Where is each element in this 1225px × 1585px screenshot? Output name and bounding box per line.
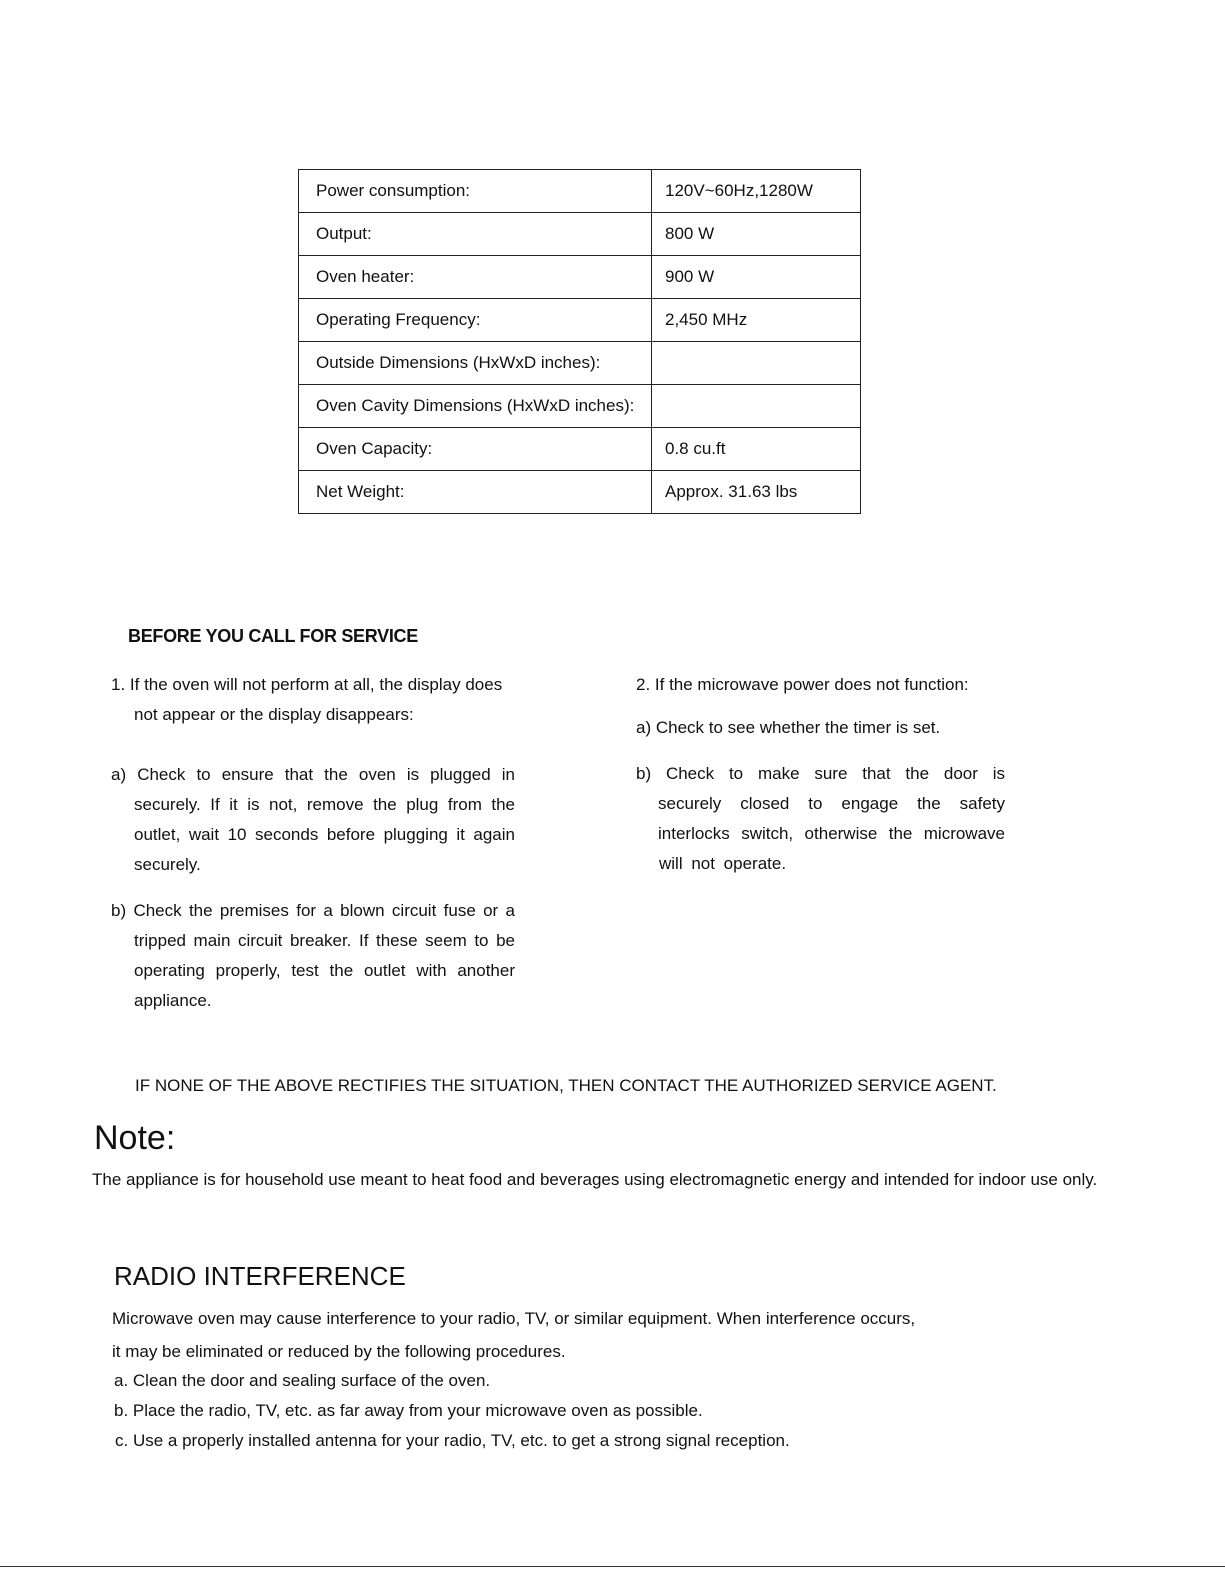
item2-b-line: b) Check to make sure that the door is bbox=[636, 764, 1005, 783]
item1-line1: 1. If the oven will not perform at all, the display does bbox=[111, 675, 503, 694]
spec-value: 800 W bbox=[652, 213, 861, 256]
radio-line: c. Use a properly installed antenna for your radio, TV, etc. to get a strong signal reception. bbox=[115, 1431, 790, 1450]
table-row bbox=[299, 213, 861, 256]
item1-b-line: operating properly, test the outlet with another bbox=[134, 961, 515, 980]
item1-a-line: a) Check to ensure that the oven is plugged in bbox=[111, 765, 515, 784]
table-row bbox=[299, 170, 861, 213]
page-bottom-rule bbox=[0, 1566, 1225, 1567]
item2-b-line: interlocks switch, otherwise the microwave bbox=[658, 824, 1005, 843]
item1-a-line: outlet, wait 10 seconds before plugging it again bbox=[134, 825, 515, 844]
item1-b-line: tripped main circuit breaker. If these seem to be bbox=[134, 931, 515, 950]
table-row bbox=[299, 299, 861, 342]
spec-label: Oven heater: bbox=[299, 256, 652, 299]
table-row bbox=[299, 256, 861, 299]
radio-line: b. Place the radio, TV, etc. as far away from your microwave oven as possible. bbox=[114, 1401, 703, 1420]
spec-label: Outside Dimensions (HxWxD inches): bbox=[299, 342, 652, 385]
table-row bbox=[299, 428, 861, 471]
radio-line: it may be eliminated or reduced by the following procedures. bbox=[112, 1342, 566, 1361]
spec-label: Oven Cavity Dimensions (HxWxD inches): bbox=[299, 385, 652, 428]
item1-a-line: securely. bbox=[134, 855, 201, 874]
specifications-table bbox=[298, 169, 861, 514]
item1-b-line: appliance. bbox=[134, 991, 212, 1010]
spec-value: 120V~60Hz,1280W bbox=[652, 170, 861, 213]
item1-b-line: b) Check the premises for a blown circuit fuse or a bbox=[111, 901, 515, 920]
spec-label: Output: bbox=[299, 213, 652, 256]
item2-a: a) Check to see whether the timer is set. bbox=[636, 718, 941, 737]
service-heading: BEFORE YOU CALL FOR SERVICE bbox=[128, 626, 418, 646]
item2-b-line: securely closed to engage the safety bbox=[658, 794, 1005, 813]
spec-value bbox=[652, 385, 861, 428]
item2-b-line: will not operate. bbox=[659, 854, 787, 873]
item1-a-line: securely. If it is not, remove the plug from the bbox=[134, 795, 515, 814]
note-text: The appliance is for household use meant to heat food and beverages using electromagnetic energy and intended for indoor use only. bbox=[92, 1170, 1098, 1189]
spec-value: 900 W bbox=[652, 256, 861, 299]
spec-value: 0.8 cu.ft bbox=[652, 428, 861, 471]
spec-value: 2,450 MHz bbox=[652, 299, 861, 342]
radio-line: a. Clean the door and sealing surface of the oven. bbox=[114, 1371, 491, 1390]
spec-label: Power consumption: bbox=[299, 170, 652, 213]
radio-line: Microwave oven may cause interference to your radio, TV, or similar equipment. When interference occurs, bbox=[112, 1309, 916, 1328]
spec-value: Approx. 31.63 lbs bbox=[652, 471, 861, 514]
spec-label: Net Weight: bbox=[299, 471, 652, 514]
spec-label: Operating Frequency: bbox=[299, 299, 652, 342]
table-row bbox=[299, 471, 861, 514]
spec-value bbox=[652, 342, 861, 385]
item1-line2: not appear or the display disappears: bbox=[134, 705, 414, 724]
spec-label: Oven Capacity: bbox=[299, 428, 652, 471]
table-row bbox=[299, 342, 861, 385]
table-row bbox=[299, 385, 861, 428]
radio-title: RADIO INTERFERENCE bbox=[114, 1261, 406, 1291]
item2-line1: 2. If the microwave power does not function: bbox=[636, 675, 969, 694]
contact-notice: IF NONE OF THE ABOVE RECTIFIES THE SITUATION, THEN CONTACT THE AUTHORIZED SERVICE AGENT. bbox=[135, 1076, 997, 1095]
note-title: Note: bbox=[94, 1119, 176, 1157]
